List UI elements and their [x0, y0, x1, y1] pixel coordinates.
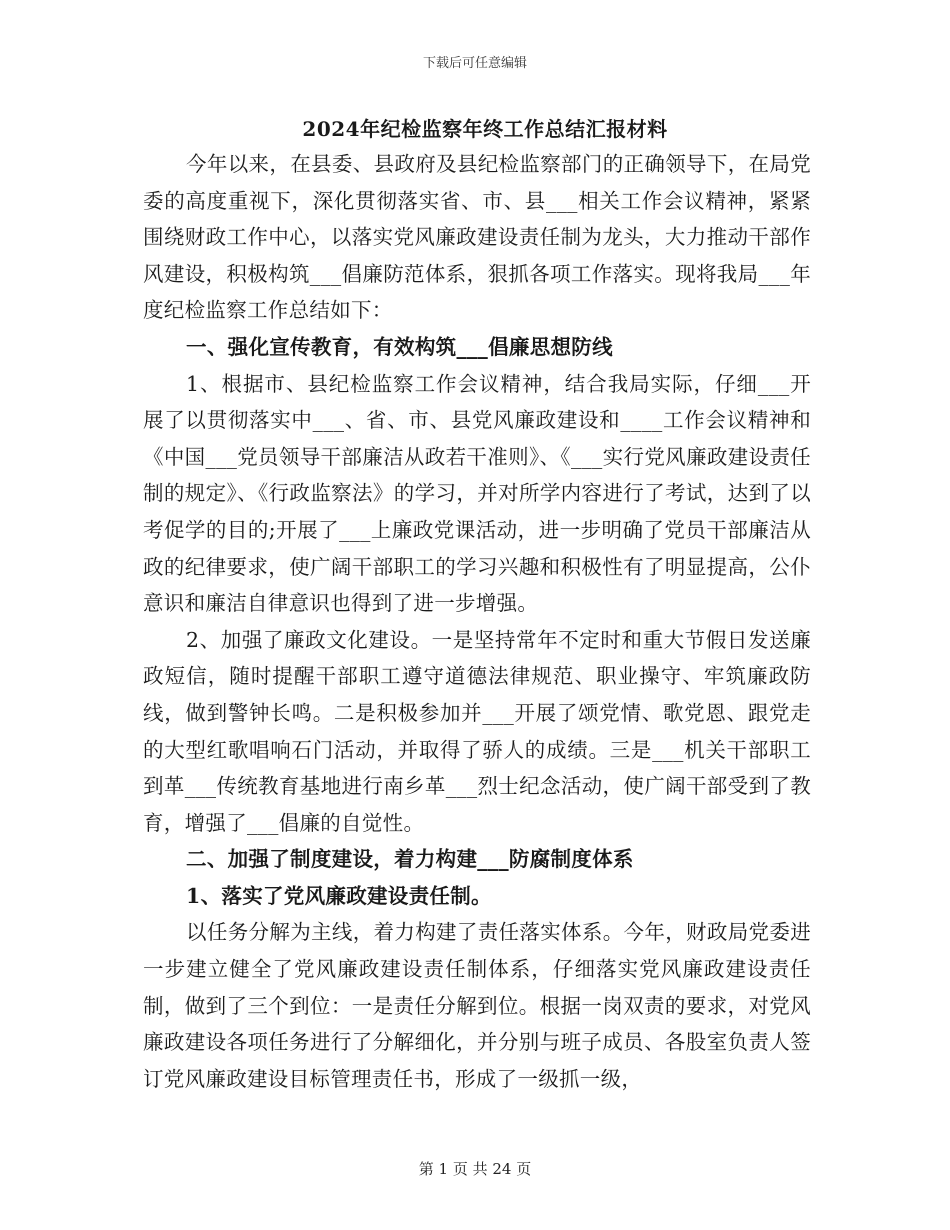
header-note: 下载后可任意编辑: [422, 56, 527, 71]
document-body: [143, 112, 811, 1097]
section-1-heading: 一、强化宣传教育，有效构筑___倡廉思想防线: [186, 334, 613, 359]
document-title: 2024年纪检监察年终工作总结汇报材料: [302, 117, 668, 141]
section-2-subheading-1: 1、落实了党风廉政建设责任制。: [186, 883, 492, 908]
section-1-paragraph-1: 1、根据市、县纪检监察工作会议精神，结合我局实际，仔细___开展了以贯彻落实中___、省、市、县党风廉政建设和____工作会议精神和《中国___党员领导干部廉洁从政若干准则》、《___实行党风廉政建设责任制的规定》、《行政监察法》的学习，并对所学内容进行了考试，达到了以考促学的目的;开展了___上廉政党课活动，进一步明确了党员干部廉洁从政的纪律要求，使广阔干部职工的学习兴趣和积极性有了明显提高，公仆意识和廉洁自律意识也得到了进一步增强。: [143, 371, 811, 616]
section-1-paragraph-2: 2、加强了廉政文化建设。一是坚持常年不定时和重大节假日发送廉政短信，随时提醒干部职工遵守道德法律规范、职业操守、牢筑廉政防线，做到警钟长鸣。二是积极参加并___开展了颂党情、歌党恩、跟党走的大型红歌唱响石门活动，并取得了骄人的成绩。三是___机关干部职工到革___传统教育基地进行南乡革___烈士纪念活动，使广阔干部受到了教育，增强了___倡廉的自觉性。: [143, 627, 811, 835]
section-2-heading: 二、加强了制度建设，着力构建___防腐制度体系: [186, 847, 634, 872]
page-number: 第 1 页 共 24 页: [418, 1160, 532, 1178]
intro-paragraph: 今年以来，在县委、县政府及县纪检监察部门的正确领导下，在局党委的高度重视下，深化贯彻落实省、市、县___相关工作会议精神，紧紧围绕财政工作中心，以落实党风廉政建设责任制为龙头，大力推动干部作风建设，积极构筑___倡廉防范体系，狠抓各项工作落实。现将我局___年度纪检监察工作总结如下：: [143, 152, 811, 323]
section-2-paragraph-1: 以任务分解为主线，着力构建了责任落实体系。今年，财政局党委进一步建立健全了党风廉政建设责任制体系，仔细落实党风廉政建设责任制，做到了三个到位：一是责任分解到位。根据一岗双责的要求，对党风廉政建设各项任务进行了分解细化，并分别与班子成员、各股室负责人签订党风廉政建设目标管理责任书，形成了一级抓一级，: [143, 920, 811, 1091]
